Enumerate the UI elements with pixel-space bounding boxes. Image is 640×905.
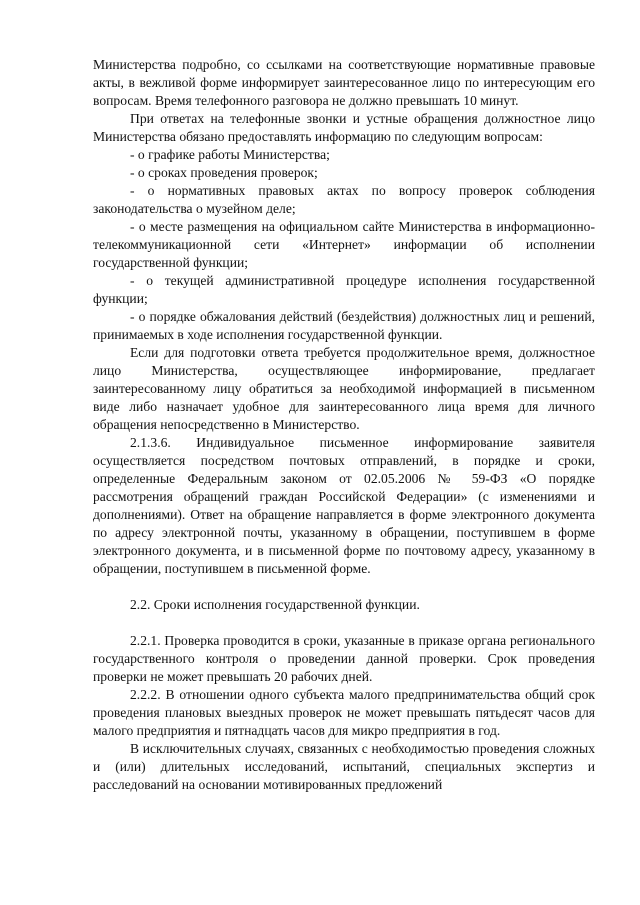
paragraph: 2.2.2. В отношении одного субъекта малого предпринимательства общий срок проведения плановых выездных проверок не может превышать пятьдесят часов для малого предприятия и пятнадцать часов для микро предприятия в год. [93, 687, 595, 738]
section-heading: 2.2. Сроки исполнения государственной функции. [130, 597, 420, 612]
paragraph: - о месте размещения на официальном сайте Министерства в информационно-телекоммуникационной сети «Интернет» информации об исполнении государственной функции; [93, 219, 595, 270]
document-page [93, 56, 595, 794]
paragraphs-before-heading [93, 56, 595, 578]
paragraph: Если для подготовки ответа требуется продолжительное время, должностное лицо Министерства, осуществляющее информирование, предлагает заинтересованному лицу обратиться за необходимой информацией в письменном виде либо назначает удобное для заинтересованного лица время для личного обращения непосредственно в Министерство. [93, 345, 595, 432]
paragraph: 2.2.1. Проверка проводится в сроки, указанные в приказе органа регионального государственного контроля о проведении данной проверки. Срок проведения проверки не может превышать 20 рабочих дней. [93, 633, 595, 684]
paragraph: 2.1.3.6. Индивидуальное письменное информирование заявителя осуществляется посредством почтовых отправлений, в порядке и сроки, определенные Федеральным законом от 02.05.2006 № 59-ФЗ «О порядке рассмотрения обращений граждан Российской Федерации» (с изменениями и дополнениями). Ответ на обращение направляется в форме электронного документа по адресу электронной почты, указанному в обращении, поступившем в форме электронного документа, и в письменной форме по почтовому адресу, указанному в обращении, поступившем в письменной форме. [93, 435, 595, 576]
paragraph: - о текущей административной процедуре исполнения государственной функции; [93, 273, 595, 306]
paragraph: В исключительных случаях, связанных с необходимостью проведения сложных и (или) длительных исследований, испытаний, специальных экспертиз и расследований на основании мотивированных предложений [93, 741, 595, 792]
paragraph: - о графике работы Министерства; [130, 147, 330, 162]
paragraphs-after-heading [93, 632, 595, 794]
paragraph: - о порядке обжалования действий (бездействия) должностных лиц и решений, принимаемых в ходе исполнения государственной функции. [93, 309, 595, 342]
paragraph: - о нормативных правовых актах по вопросу проверок соблюдения законодательства о музейном деле; [93, 183, 595, 216]
paragraph: При ответах на телефонные звонки и устные обращения должностное лицо Министерства обязано предоставлять информацию по следующим вопросам: [93, 111, 595, 144]
paragraph: Министерства подробно, со ссылками на соответствующие нормативные правовые акты, в вежливой форме информирует заинтересованное лицо по интересующим его вопросам. Время телефонного разговора не должно превышать 10 минут. [93, 57, 595, 108]
paragraph: - о сроках проведения проверок; [130, 165, 318, 180]
